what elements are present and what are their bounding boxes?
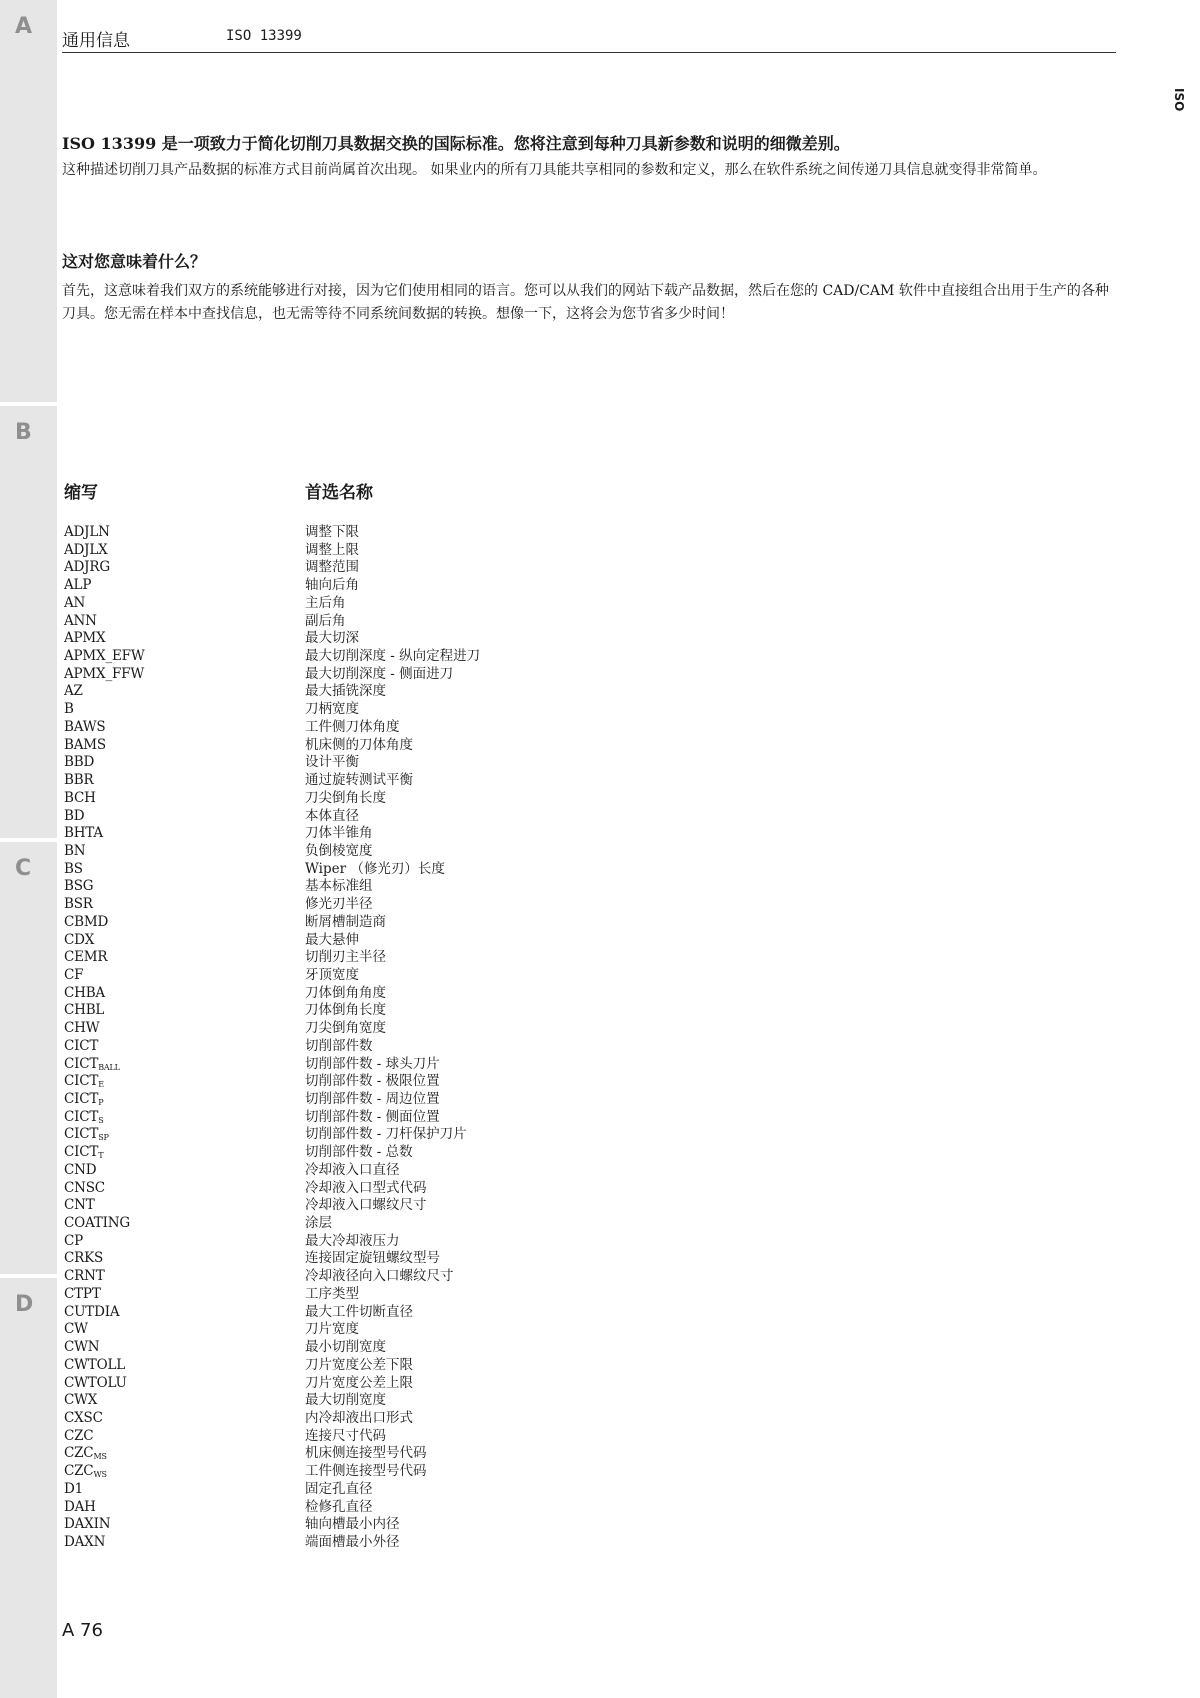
preferred-name: 断屑槽制造商 [305,913,386,930]
abbreviation-base: D1 [64,1480,84,1497]
preferred-name: 负倒棱宽度 [305,842,373,859]
abbreviation-base: CHBL [64,1002,105,1019]
abbreviation [64,1038,98,1056]
table-row [64,967,764,985]
abbreviation [64,719,105,737]
abbreviation-base: CUTDIA [64,1303,120,1320]
abbreviation [64,1304,119,1322]
abbreviation-base: CNT [64,1197,95,1214]
abbreviation-base: CICT [64,1091,99,1107]
table-row [64,1357,764,1375]
preferred-name: 刀尖倒角宽度 [305,1020,386,1037]
abbreviation-base: BD [64,807,85,824]
abbreviation-base: APMX_EFW [64,648,145,665]
preferred-name: Wiper （修光刃）长度 [305,860,445,877]
preferred-name: 内冷却液出口形式 [305,1409,413,1426]
abbreviation [64,630,105,648]
abbreviation [64,967,83,985]
abbreviation-subscript: MS [93,1452,107,1462]
abbreviation-base: BS [64,860,83,877]
table-row [64,861,764,879]
abbreviation [64,577,91,595]
preferred-name: 切削部件数 - 极限位置 [305,1073,440,1090]
preferred-name: 基本标准组 [305,878,373,895]
preferred-name: 本体直径 [305,807,359,824]
abbreviation [64,701,74,719]
table-row [64,1162,764,1180]
abbreviation [64,1020,99,1038]
abbreviation-base: DAH [64,1498,96,1515]
abbreviation [64,1375,127,1393]
preferred-name: 刀片宽度公差下限 [305,1356,413,1373]
preferred-name: 最大插铣深度 [305,683,386,700]
abbreviation-base: ALP [64,577,92,594]
abbreviation [64,1410,103,1428]
abbreviation [64,683,83,701]
abbreviation-subscript: S [98,1115,104,1125]
table-row [64,1463,764,1481]
table-row [64,1250,764,1268]
abbreviation [64,985,105,1003]
table-row [64,1392,764,1410]
table-row [64,949,764,967]
tab-b-letter: B [15,420,32,445]
table-row [64,1516,764,1534]
abbreviation-base: CEMR [64,949,108,966]
preferred-name: 轴向后角 [305,577,359,594]
table-row [64,1534,764,1552]
abbreviation-base: ANN [64,612,97,629]
letter-tab-strip [0,0,57,1698]
abbreviation-base: AZ [64,683,83,700]
preferred-name: 切削部件数 [305,1037,373,1054]
abbreviation-base: CICT [64,1144,99,1161]
preferred-name: 切削部件数 - 侧面位置 [305,1108,440,1125]
abbreviation-base: BAMS [64,736,106,753]
preferred-name: 刀体倒角角度 [305,984,386,1001]
abbreviation-subscript: E [98,1080,104,1090]
abbreviation [64,1534,105,1552]
table-row [64,1339,764,1357]
preferred-name: 调整下限 [305,524,359,540]
table-row [64,1268,764,1286]
abbreviation-base: DAXIN [64,1516,111,1533]
table-row [64,737,764,755]
preferred-name: 冷却液入口型式代码 [305,1179,427,1196]
table-row [64,878,764,896]
preferred-name: 主后角 [305,594,346,611]
abbreviation [64,1499,96,1517]
abbreviation [64,1215,130,1233]
abbreviation-base: ADJRG [64,559,110,576]
table-row [64,808,764,826]
abbreviation-base: CNSC [64,1179,105,1196]
abbreviation [64,772,93,790]
abbreviation-base: BHTA [64,825,103,842]
preferred-name: 检修孔直径 [305,1498,373,1515]
table-row [64,524,764,542]
preferred-name: 刀尖倒角长度 [305,789,386,806]
abbreviation [64,1339,99,1357]
column-header-preferred-name: 首选名称 [305,483,373,503]
abbreviation-base: CICT [64,1126,99,1143]
preferred-name: 冷却液入口螺纹尺寸 [305,1197,427,1214]
preferred-name: 副后角 [305,612,346,629]
table-row [64,1233,764,1251]
table-row [64,1197,764,1215]
abbreviation [64,825,103,843]
table-row [64,542,764,560]
column-header-abbreviation: 缩写 [64,483,98,503]
abbreviation [64,1250,103,1268]
preferred-name: 最大冷却液压力 [305,1232,400,1249]
table-row [64,1215,764,1233]
abbreviation-base: BN [64,842,86,859]
preferred-name: 设计平衡 [305,754,359,771]
abbreviation [64,1002,104,1020]
abbreviation-base: CWN [64,1339,100,1356]
table-row [64,790,764,808]
preferred-name: 切削部件数 - 周边位置 [305,1091,440,1107]
table-row [64,701,764,719]
tab-a-letter: A [15,14,33,39]
abbreviation-base: BSR [64,896,93,913]
table-row [64,1002,764,1020]
intro-body: 这种描述切削刀具产品数据的标准方式目前尚属首次出现。 如果业内的所有刀具能共享相同的参数和定义，那么在软件系统之间传递刀具信息就变得非常简单。 [62,162,1047,178]
intro-section [62,131,1118,182]
preferred-name: 最大切深 [305,630,359,647]
abbreviation-base: CHBA [64,984,105,1001]
table-row [64,932,764,950]
abbreviation-base: CZC [64,1463,94,1480]
abbreviation-base: CWTOLL [64,1356,126,1373]
tab-d-letter: D [15,1292,34,1317]
tab-b [0,406,57,838]
tab-c [0,842,57,1274]
abbreviation-base: CWTOLU [64,1374,127,1391]
preferred-name: 工件侧刀体角度 [305,718,400,735]
page-header [62,26,1116,53]
tab-a [0,0,57,402]
preferred-name: 机床侧的刀体角度 [305,736,413,753]
preferred-name: 轴向槽最小内径 [305,1516,400,1533]
table-row [64,896,764,914]
preferred-name: 工件侧连接型号代码 [305,1463,427,1480]
abbreviation-base: CWX [64,1392,98,1409]
abbreviation [64,542,108,560]
abbreviation [64,754,94,772]
tab-c-letter: C [15,856,32,881]
preferred-name: 切削部件数 - 球头刀片 [305,1055,440,1072]
table-row [64,772,764,790]
preferred-name: 涂层 [305,1215,332,1232]
abbreviation [64,808,84,826]
table-row [64,1481,764,1499]
preferred-name: 刀片宽度 [305,1321,359,1338]
abbreviation [64,861,83,879]
abbreviation-base: ADJLX [64,541,108,558]
preferred-name: 刀体半锥角 [305,825,373,842]
abbreviation [64,1357,125,1375]
abbreviation-base: B [64,701,74,718]
preferred-name: 调整范围 [305,559,359,576]
tab-d [0,1278,57,1698]
abbreviation-base: CICT [64,1055,99,1072]
abbreviation [64,1180,105,1198]
table-row [64,1428,764,1446]
preferred-name: 调整上限 [305,541,359,558]
preferred-name: 修光刃半径 [305,896,373,913]
table-row [64,985,764,1003]
abbreviation-base: DAXN [64,1533,106,1550]
preferred-name: 通过旋转测试平衡 [305,772,413,789]
preferred-name: 最大工件切断直径 [305,1303,413,1320]
side-tag: ISO [1172,88,1186,112]
abbreviation [64,648,145,666]
table-row [64,648,764,666]
abbreviation [64,524,110,542]
abbreviation-base: CTPT [64,1285,101,1302]
preferred-name: 工序类型 [305,1285,359,1302]
table-row [64,1445,764,1463]
abbreviation-base: CF [64,966,84,983]
glossary-table [64,478,764,1552]
page-number: A 76 [62,1620,103,1641]
abbreviation-base: CICT [64,1073,99,1090]
abbreviation [64,1197,95,1215]
table-row [64,559,764,577]
abbreviation [64,790,96,808]
abbreviation-base: APMX_FFW [64,665,145,682]
abbreviation-base: CRNT [64,1268,105,1285]
abbreviation [64,595,85,613]
abbreviation [64,666,144,684]
glossary-rows [64,524,764,1552]
table-row [64,1056,764,1074]
table-row [64,1499,764,1517]
table-row [64,1304,764,1322]
preferred-name: 刀体倒角长度 [305,1002,386,1019]
abbreviation-base: CND [64,1161,97,1178]
abbreviation-subscript: WS [93,1470,107,1480]
abbreviation-base: CICT [64,1037,99,1054]
table-row [64,1144,764,1162]
table-row [64,843,764,861]
question-section [62,249,1118,326]
abbreviation [64,1481,83,1499]
table-row [64,1180,764,1198]
abbreviation-base: BAWS [64,718,106,735]
table-row [64,630,764,648]
preferred-name: 最大切削深度 - 侧面进刀 [305,665,454,682]
preferred-name: 牙顶宽度 [305,966,359,983]
table-row [64,1073,764,1091]
table-row [64,613,764,631]
abbreviation [64,613,97,631]
preferred-name: 端面槽最小外径 [305,1533,400,1550]
preferred-name: 冷却液径向入口螺纹尺寸 [305,1268,454,1285]
abbreviation [64,1428,93,1446]
abbreviation-base: CXSC [64,1409,103,1426]
abbreviation [64,1516,110,1534]
table-row [64,825,764,843]
intro-title: ISO 13399 是一项致力于简化切削刀具数据交换的国际标准。您将注意到每种刀具新参数和说明的细微差别。 [62,134,850,153]
preferred-name: 刀柄宽度 [305,701,359,718]
abbreviation-base: CHW [64,1020,100,1037]
abbreviation-base: COATING [64,1215,130,1232]
abbreviation-base: CW [64,1321,88,1338]
preferred-name: 冷却液入口直径 [305,1161,400,1178]
preferred-name: 连接固定旋钮螺纹型号 [305,1250,440,1267]
table-row [64,683,764,701]
question-body: 首先，这意味着我们双方的系统能够进行对接，因为它们使用相同的语言。您可以从我们的网站下载产品数据，然后在您的 CAD/CAM 软件中直接组合出用于生产的各种刀具。您无需在样本中查找信息，也无需等待不同系统间数据的转换。想像一下，这将会为您节省多少时间！ [62,283,1109,322]
abbreviation [64,896,93,914]
abbreviation [64,1286,101,1304]
glossary-header [64,478,764,524]
abbreviation [64,1162,96,1180]
abbreviation [64,932,94,950]
abbreviation-base: CRKS [64,1250,104,1267]
abbreviation-base: CDX [64,931,95,948]
table-row [64,1375,764,1393]
abbreviation [64,737,106,755]
abbreviation-subscript: T [98,1151,104,1161]
abbreviation-base: ADJLN [64,524,110,540]
preferred-name: 切削刃主半径 [305,949,386,966]
abbreviation-base: CBMD [64,913,109,930]
table-row [64,577,764,595]
question-title: 这对您意味着什么？ [62,252,207,271]
table-row [64,754,764,772]
table-row [64,666,764,684]
abbreviation-subscript: P [98,1098,104,1107]
abbreviation [64,878,93,896]
table-row [64,1321,764,1339]
abbreviation-subscript: SP [98,1133,109,1143]
abbreviation [64,1268,105,1286]
preferred-name: 最大切削宽度 [305,1392,386,1409]
abbreviation-base: CP [64,1232,84,1249]
table-row [64,595,764,613]
table-row [64,1109,764,1127]
abbreviation-base: BBD [64,754,95,771]
abbreviation-subscript: BALL [98,1062,120,1072]
preferred-name: 机床侧连接型号代码 [305,1445,427,1462]
abbreviation [64,1392,97,1410]
abbreviation-base: CICT [64,1108,99,1125]
abbreviation-base: BCH [64,789,96,806]
abbreviation-base: AN [64,594,86,611]
preferred-name: 最大悬伸 [305,931,359,948]
abbreviation [64,1321,88,1339]
abbreviation [64,914,108,932]
table-row [64,914,764,932]
preferred-name: 连接尺寸代码 [305,1427,386,1444]
table-row [64,1091,764,1109]
abbreviation-base: APMX [64,630,106,647]
abbreviation [64,949,107,967]
table-row [64,1020,764,1038]
table-row [64,1410,764,1428]
preferred-name: 刀片宽度公差上限 [305,1374,413,1391]
table-row [64,1038,764,1056]
preferred-name: 切削部件数 - 总数 [305,1144,413,1161]
table-row [64,719,764,737]
table-row [64,1286,764,1304]
abbreviation-base: CZC [64,1427,94,1444]
abbreviation-base: BSG [64,878,94,895]
abbreviation [64,1233,83,1251]
preferred-name: 切削部件数 - 刀杆保护刀片 [305,1126,467,1143]
abbreviation-base: CZC [64,1445,94,1462]
abbreviation-base: BBR [64,772,94,789]
section-title: 通用信息 [62,31,130,51]
standard-name: ISO 13399 [226,28,302,44]
abbreviation [64,559,110,577]
preferred-name: 固定孔直径 [305,1480,373,1497]
preferred-name: 最大切削深度 - 纵向定程进刀 [305,648,481,665]
abbreviation [64,843,85,861]
table-row [64,1126,764,1144]
preferred-name: 最小切削宽度 [305,1339,386,1356]
